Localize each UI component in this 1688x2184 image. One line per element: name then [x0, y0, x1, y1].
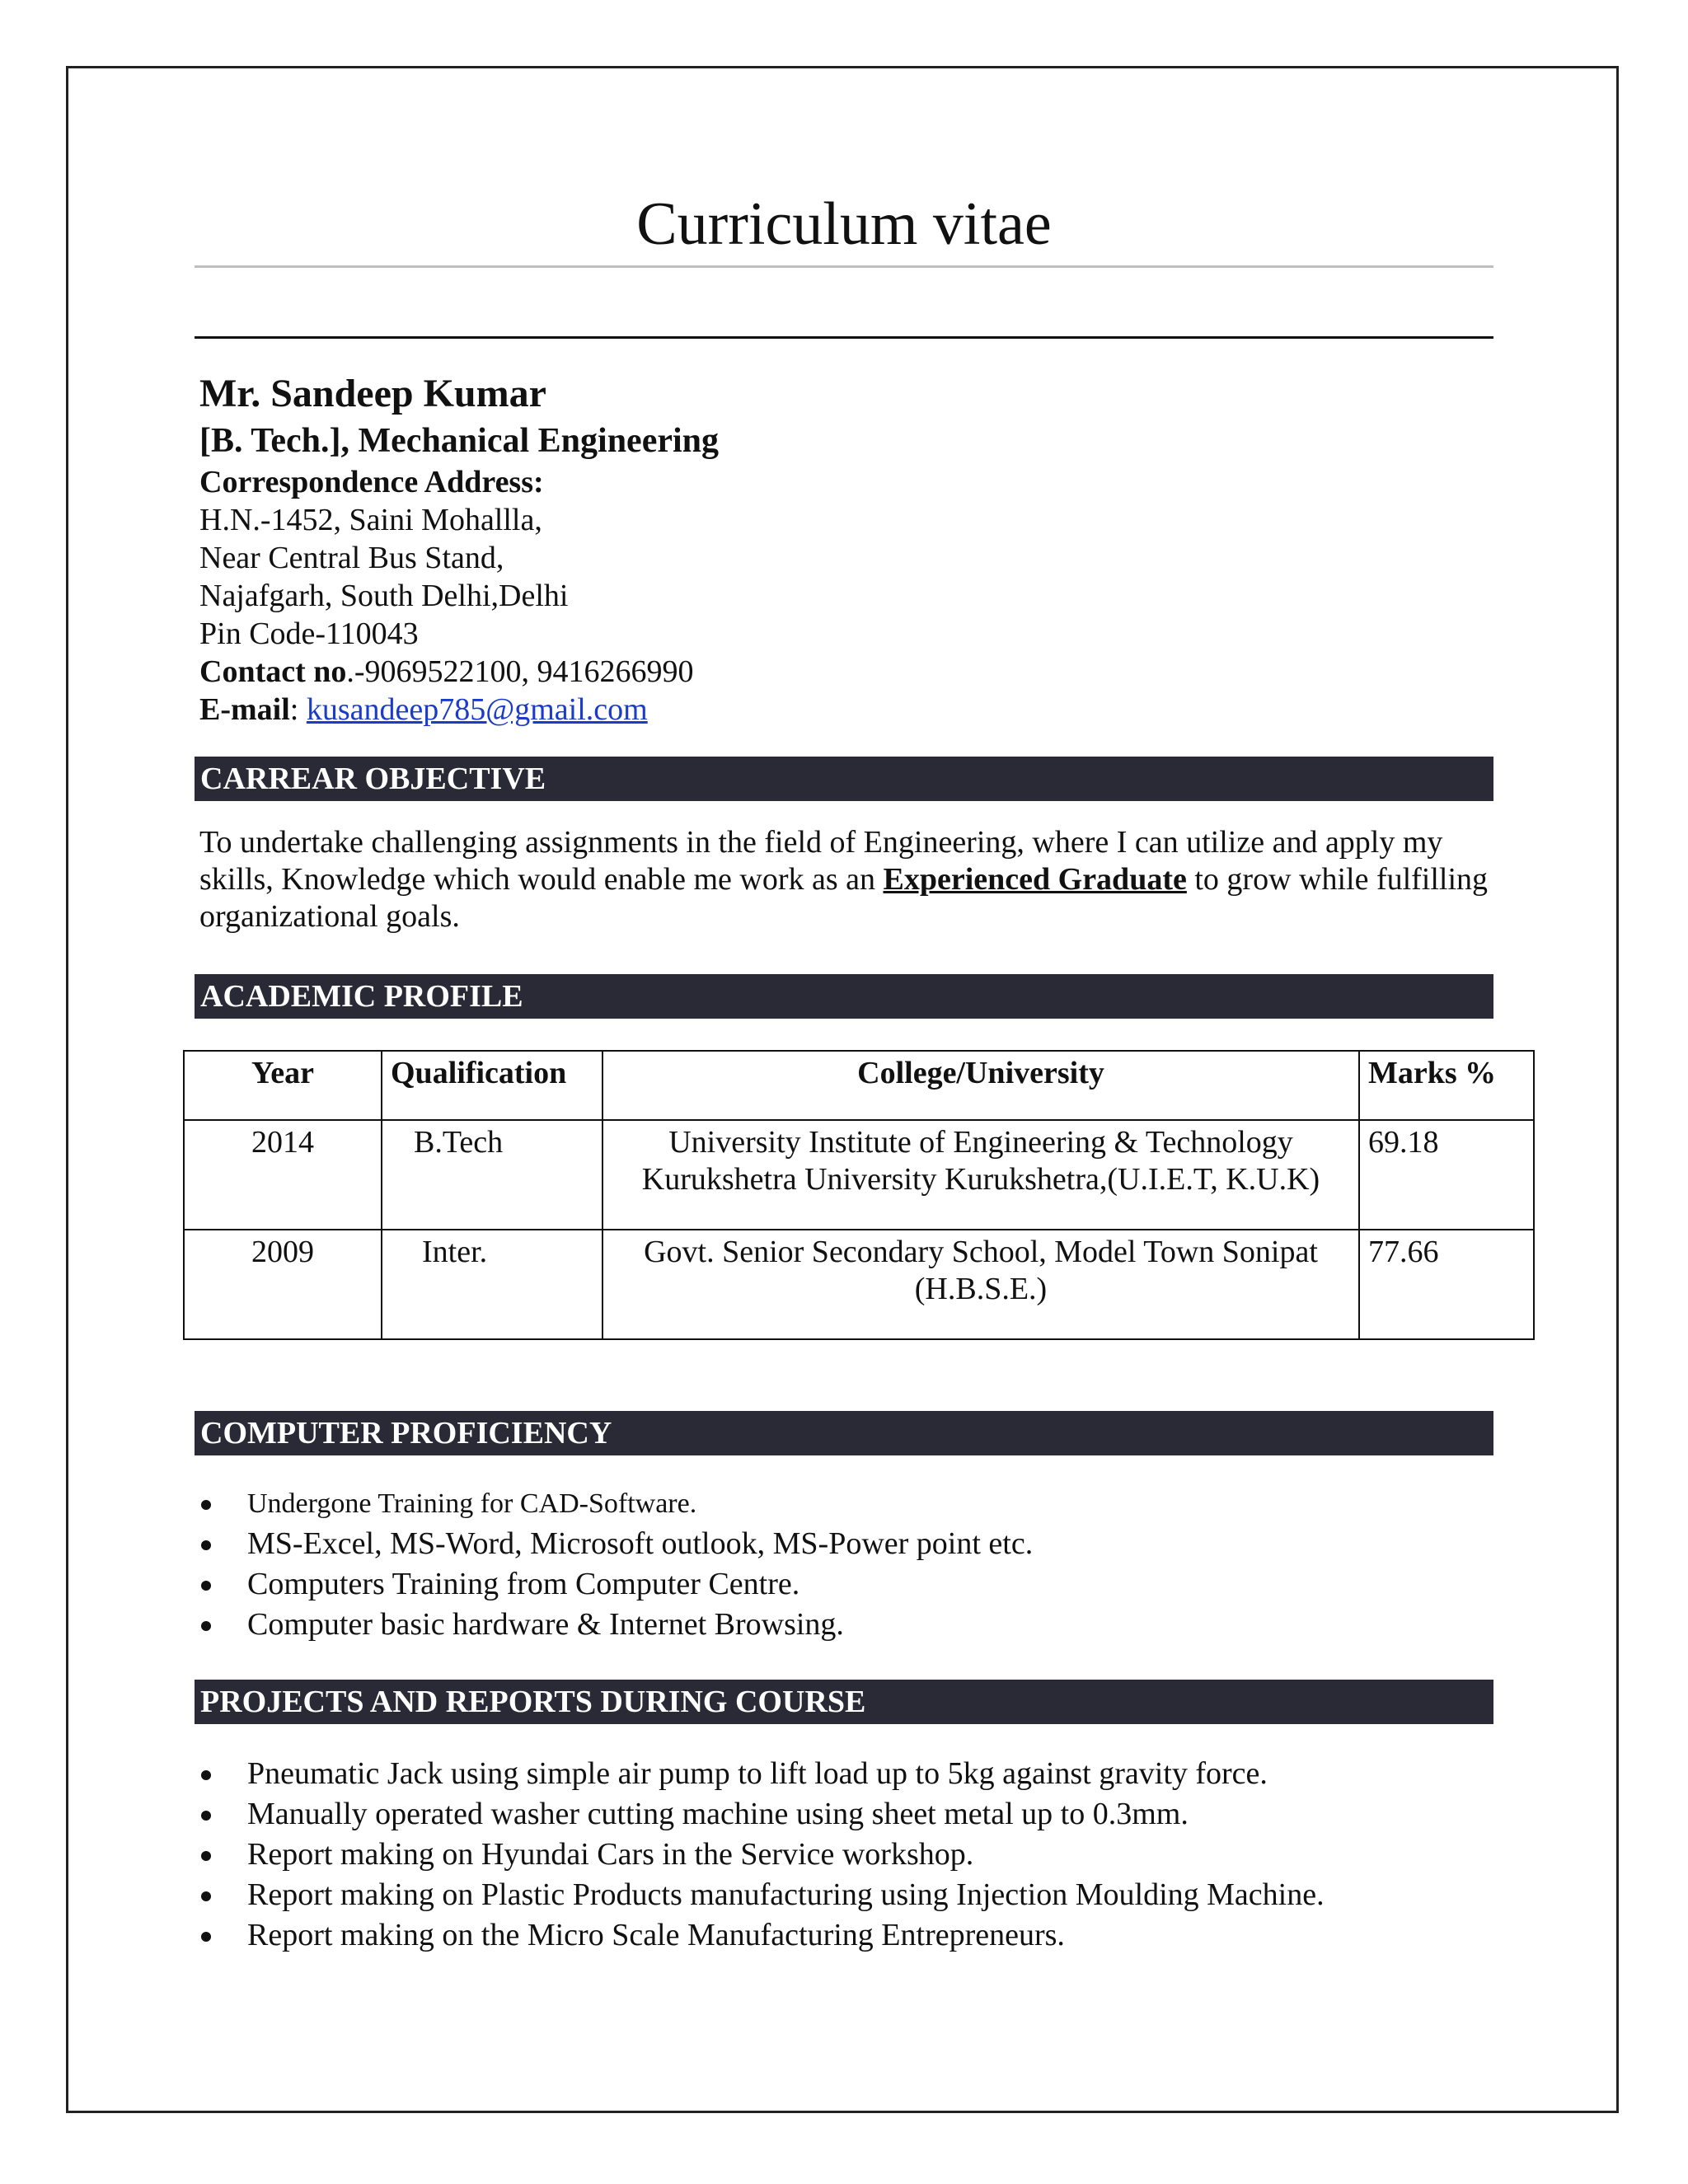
cell-qualification: B.Tech: [382, 1120, 603, 1230]
objective-text-after: to grow while fulfilling organizational goals.: [199, 862, 1489, 934]
list-item-text: Computers Training from Computer Centre.: [247, 1567, 800, 1601]
list-item: [198, 1754, 1484, 1794]
cell-year: 2009: [184, 1230, 382, 1339]
bullet-icon: [201, 1770, 211, 1780]
candidate-degree: [B. Tech.], Mechanical Engineering: [199, 422, 719, 460]
contact-row: [199, 653, 1485, 691]
document-title: Curriculum vitae: [636, 190, 1052, 258]
list-item: [198, 1835, 1484, 1875]
cell-college: [603, 1230, 1359, 1339]
header-divider: [195, 336, 1493, 339]
list-item: [198, 1875, 1484, 1915]
list-item-text: Report making on the Micro Scale Manufacturing Entrepreneurs.: [247, 1918, 1065, 1952]
objective-text-before: To undertake challenging assignments in the field of Engineering, where I can utilize and apply my skills, Knowledge which would enable me work as an: [199, 825, 1443, 897]
section-heading-academic: ACADEMIC PROFILE: [195, 974, 1493, 1019]
address-line: H.N.-1452, Saini Mohallla,: [199, 503, 542, 537]
objective-text: [199, 824, 1493, 935]
email-label: E-mail: [199, 692, 290, 727]
personal-details: [199, 369, 1485, 729]
section-heading-objective: CARREAR OBJECTIVE: [195, 757, 1493, 801]
cell-marks: 77.66: [1359, 1230, 1534, 1339]
section-heading-computer: COMPUTER PROFICIENCY: [195, 1411, 1493, 1455]
cell-qualification: Inter.: [382, 1230, 603, 1339]
list-item: [198, 1794, 1484, 1835]
address-label: Correspondence Address:: [199, 465, 544, 499]
email-row: [199, 691, 1485, 729]
cell-college: [603, 1120, 1359, 1230]
objective-emphasis: Experienced Graduate: [883, 862, 1187, 897]
column-header-marks: Marks %: [1359, 1051, 1534, 1120]
bullet-icon: [201, 1621, 211, 1631]
college-line: University Institute of Engineering & Technology: [668, 1125, 1293, 1160]
list-item: [198, 1524, 1484, 1564]
candidate-name: Mr. Sandeep Kumar: [199, 372, 546, 415]
contact-value: .-9069522100, 9416266990: [346, 654, 694, 689]
academic-table: [183, 1050, 1535, 1340]
column-header-college: College/University: [603, 1051, 1359, 1120]
bullet-icon: [201, 1811, 211, 1821]
list-item-text: Undergone Training for CAD-Software.: [247, 1488, 697, 1519]
title-underline: [195, 265, 1493, 268]
bullet-icon: [201, 1581, 211, 1591]
column-header-year: Year: [184, 1051, 382, 1120]
college-line: Govt. Senior Secondary School, Model Town Sonipat: [644, 1235, 1318, 1269]
address-line: Near Central Bus Stand,: [199, 541, 504, 575]
college-line: (H.B.S.E.): [914, 1272, 1048, 1306]
list-item-text: Manually operated washer cutting machine using sheet metal up to 0.3mm.: [247, 1797, 1189, 1831]
section-heading-projects: PROJECTS AND REPORTS DURING COURSE: [195, 1680, 1493, 1724]
column-header-qualification: Qualification: [382, 1051, 603, 1120]
address-line: Pin Code-110043: [199, 616, 419, 651]
list-item-text: Report making on Plastic Products manufacturing using Injection Moulding Machine.: [247, 1877, 1325, 1912]
computer-proficiency-list: [198, 1483, 1484, 1645]
cell-marks: 69.18: [1359, 1120, 1534, 1230]
table-header-row: [184, 1051, 1534, 1120]
table-row: [184, 1230, 1534, 1339]
cell-year: 2014: [184, 1120, 382, 1230]
bullet-icon: [201, 1891, 211, 1901]
list-item: [198, 1564, 1484, 1605]
list-item: [198, 1605, 1484, 1645]
list-item: [198, 1915, 1484, 1956]
contact-label: Contact no: [199, 654, 347, 689]
bullet-icon: [201, 1540, 211, 1550]
list-item-text: Computer basic hardware & Internet Browsing.: [247, 1607, 844, 1642]
email-link[interactable]: kusandeep785@gmail.com: [306, 692, 648, 727]
list-item-text: MS-Excel, MS-Word, Microsoft outlook, MS-Power point etc.: [247, 1526, 1034, 1561]
list-item: [198, 1483, 1484, 1524]
bullet-icon: [201, 1851, 211, 1861]
email-separator: :: [289, 692, 307, 727]
address-line: Najafgarh, South Delhi,Delhi: [199, 579, 569, 613]
list-item-text: Pneumatic Jack using simple air pump to lift load up to 5kg against gravity force.: [247, 1756, 1268, 1791]
table-row: [184, 1120, 1534, 1230]
bullet-icon: [201, 1500, 211, 1510]
projects-list: [198, 1754, 1484, 1956]
list-item-text: Report making on Hyundai Cars in the Service workshop.: [247, 1837, 974, 1872]
college-line: Kurukshetra University Kurukshetra,(U.I.E.T, K.U.K): [641, 1162, 1320, 1197]
bullet-icon: [201, 1932, 211, 1942]
